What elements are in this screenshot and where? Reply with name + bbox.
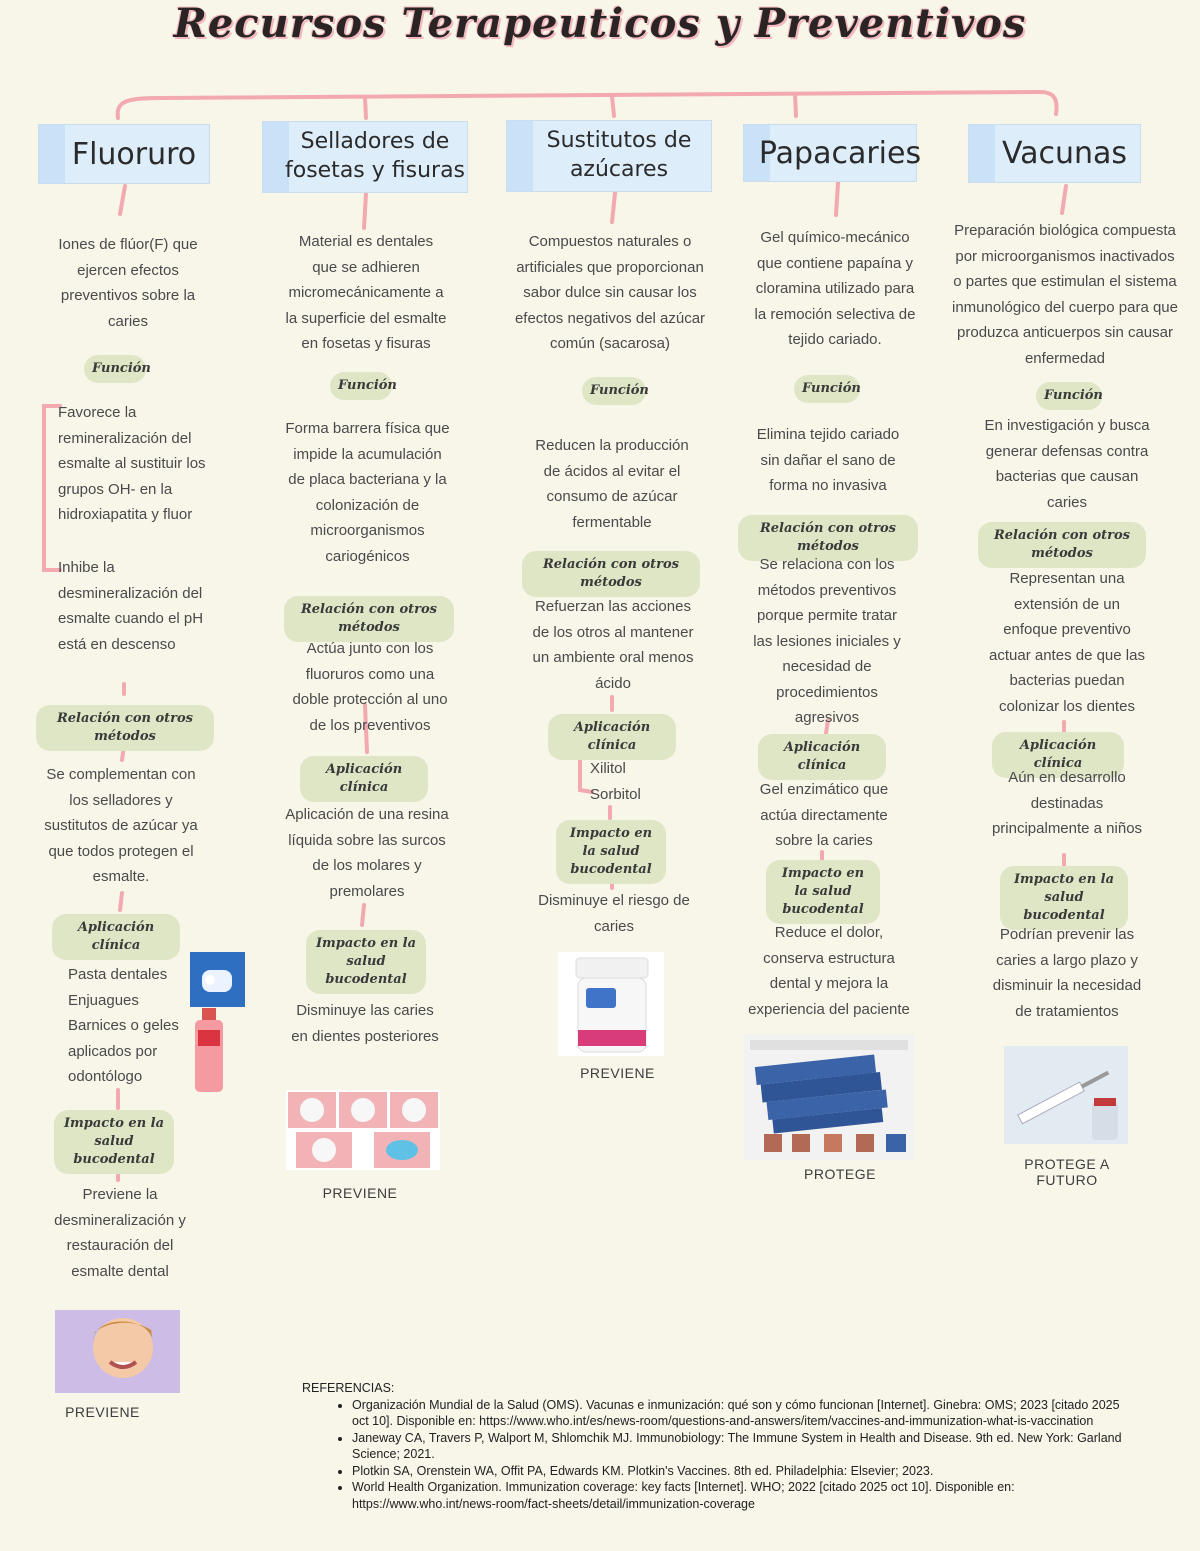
header-selladores: Selladores de fosetas y fisuras [262,121,468,193]
pill-relacion-sustitutos: Relación con otros métodos [522,551,700,597]
caption-fluoruro: PREVIENE [65,1404,140,1420]
child-image [55,1310,180,1393]
definition-selladores: Material es dentales que se adhieren micromecánicamente a la superficie del esmalte en fosetas y fisuras [285,233,447,352]
references-list [302,1397,1132,1513]
text-impacto-vacunas: Podrían prevenir las caries a largo plazo y disminuir la necesidad de tratamientos [992,926,1142,1020]
header-vacunas: Vacunas [968,124,1141,183]
vaccine-syringe-image [1004,1046,1128,1144]
references [302,1380,1132,1512]
pill-funcion-papacaries: Función [794,375,860,403]
page-title: Recursos Terapeuticos y Preventivos [173,0,1027,47]
papacaries-product-image [744,1034,914,1160]
pill-funcion-selladores: Función [330,372,392,400]
definition-fluoruro: Iones de flúor(F) que ejercen efectos preventivos sobre la caries [58,236,198,330]
pill-aplicacion-vacunas: Aplicación clínica [992,732,1124,778]
header-papacaries: Papacaries [743,124,917,182]
text-aplicacion-sustitutos: Xilitol Sorbitol [590,760,641,803]
pill-aplicacion-sustitutos: Aplicación clínica [548,714,676,760]
text-funcion2-fluoruro: Inhibe la desmineralización del esmalte cuando el pH está en descenso [58,559,204,653]
pill-relacion-fluoruro: Relación con otros métodos [36,705,214,751]
pill-relacion-papacaries: Relación con otros métodos [738,515,918,561]
pill-aplicacion-fluoruro: Aplicación clínica [52,914,180,960]
text-funcion-selladores: Forma barrera física que impide la acumulación de placa bacteriana y la colonización de microorganismos cariogénicos [285,420,450,565]
reference-item: • Organización Mundial de la Salud (OMS). Vacunas e inmunización: qué son y cómo funcionan [Internet]. Ginebra: OMS; 2023 [citado 2025 oct 10]. Disponible en: https://www.who.int/es/news-room/questions-and-answers/item/vaccines-and-immunization-what-is-vaccination [352,1397,1132,1430]
xylitol-jar-image [558,952,664,1056]
toothpaste-image [190,952,245,1007]
references-heading: REFERENCIAS: [302,1381,395,1395]
pill-impacto-fluoruro: Impacto en la salud bucodental [54,1110,174,1174]
text-funcion-sustitutos: Reducen la producción de ácidos al evitar el consumo de azúcar fermentable [535,437,689,531]
pill-impacto-selladores: Impacto en la salud bucodental [306,930,426,994]
text-aplicacion-vacunas: Aún en desarrollo destinadas principalmente a niños [991,769,1143,837]
pill-relacion-vacunas: Relación con otros métodos [978,522,1146,568]
pill-funcion-fluoruro: Función [84,355,146,383]
text-aplicacion-selladores: Aplicación de una resina líquida sobre las surcos de los molares y premolares [285,806,449,900]
definition-papacaries: Gel químico-mecánico que contiene papaína y cloramina utilizado para la remoción selectiva de tejido cariado. [754,229,916,348]
text-relacion-papacaries: Se relaciona con los métodos preventivos porque permite tratar las lesiones iniciales y necesidad de procedimientos agresivos [753,556,901,726]
caption-papacaries: PROTEGE [804,1166,876,1182]
pill-funcion-sustitutos: Función [582,377,646,405]
text-relacion-vacunas: Representan una extensión de un enfoque preventivo actuar antes de que las bacterias puedan colonizar los dientes [989,570,1145,715]
reference-item: • Plotkin SA, Orenstein WA, Offit PA, Edwards KM. Plotkin's Vaccines. 8th ed. Philadelphia: Elsevier; 2023. [352,1463,1132,1480]
caption-vacunas: PROTEGE A FUTURO [1024,1156,1110,1188]
mouthwash-image [192,1008,226,1092]
text-funcion-papacaries: Elimina tejido cariado sin dañar el sano de forma no invasiva [756,426,900,494]
text-aplicacion-fluoruro: Pasta dentales Enjuagues Barnices o geles aplicados por odontólogo [68,966,179,1085]
pill-aplicacion-selladores: Aplicación clínica [300,756,428,802]
header-fluoruro: Fluoruro [38,124,210,184]
pill-impacto-papacaries: Impacto en la salud bucodental [766,860,880,924]
caption-sustitutos: PREVIENE [580,1065,655,1081]
definition-sustitutos: Compuestos naturales o artificiales que proporcionan sabor dulce sin causar los efectos negativos del azúcar común (sacarosa) [514,233,706,352]
text-relacion-sustitutos: Refuerzan las acciones de los otros al mantener un ambiente oral menos ácido [532,598,694,692]
pill-impacto-sustitutos: Impacto en la salud bucodental [556,820,666,884]
text-impacto-sustitutos: Disminuye el riesgo de caries [538,892,690,935]
pill-relacion-selladores: Relación con otros métodos [284,596,454,642]
reference-item: • Janeway CA, Travers P, Walport M, Shlomchik MJ. Immunobiology: The Immune System in Health and Disease. 9th ed. New York: Garland Science; 2021. [352,1430,1132,1463]
sealant-teeth-image [286,1090,440,1170]
header-sustitutos: Sustitutos de azúcares [506,120,712,192]
pill-aplicacion-papacaries: Aplicación clínica [758,734,886,780]
text-funcion-vacunas: En investigación y busca generar defensas contra bacterias que causan caries [984,417,1150,511]
text-relacion-selladores: Actúa junto con los fluoruros como una doble protección al uno de los preventivos [292,640,448,734]
text-relacion-fluoruro: Se complementan con los selladores y sustitutos de azúcar ya que todos protegen el esmalte. [44,766,198,885]
text-impacto-selladores: Disminuye las caries en dientes posteriores [291,1002,439,1045]
reference-item: • World Health Organization. Immunization coverage: key facts [Internet]. WHO; 2022 [citado 2025 oct 10]. Disponible en: https://www.who.int/news-room/fact-sheets/detail/immunization-coverage [352,1479,1132,1512]
text-impacto-papacaries: Reduce el dolor, conserva estructura dental y mejora la experiencia del paciente [748,924,910,1018]
pill-impacto-vacunas: Impacto en la salud bucodental [1000,866,1128,930]
pill-funcion-vacunas: Función [1036,382,1102,410]
text-impacto-fluoruro: Previene la desmineralización y restauración del esmalte dental [54,1186,186,1280]
definition-vacunas: Preparación biológica compuesta por microorganismos inactivados o partes que estimulan el sistema inmunológico del cuerpo para que produzca anticuerpos sin causar enfermedad [952,222,1178,367]
text-aplicacion-papacaries: Gel enzimático que actúa directamente sobre la caries [759,781,889,849]
text-funcion-fluoruro: Favorece la remineralización del esmalte al sustituir los grupos OH- en la hidroxiapatita y fluor [58,404,206,523]
caption-selladores: PREVIENE [322,1185,398,1201]
